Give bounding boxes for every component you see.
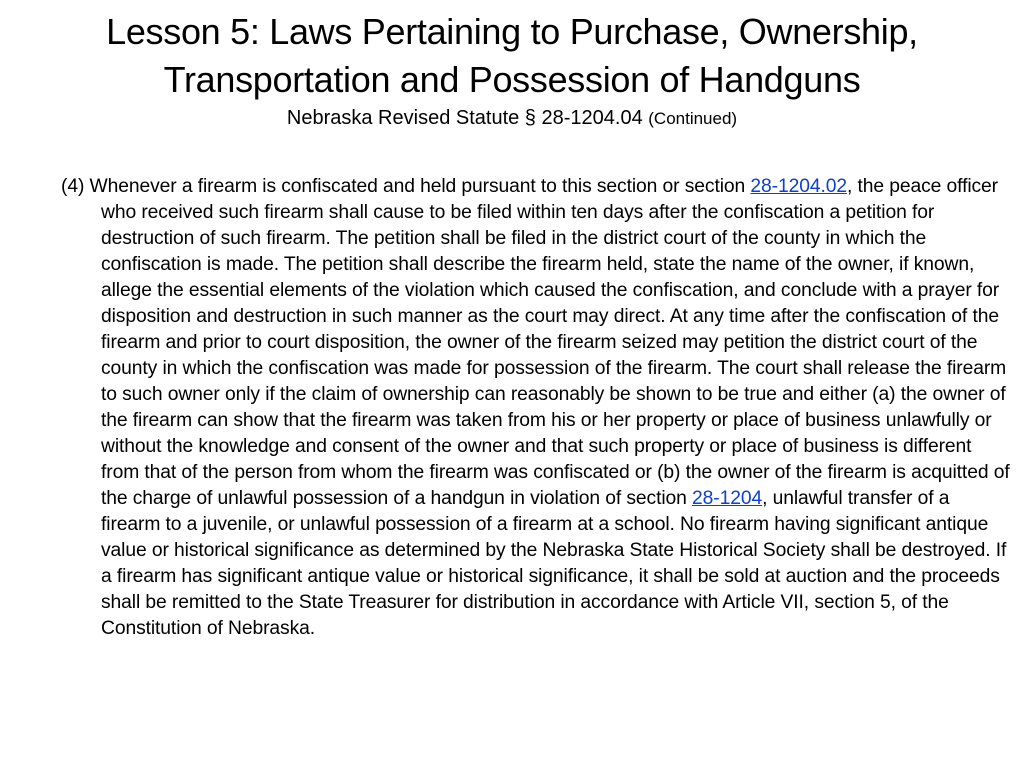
slide-title bbox=[40, 8, 984, 104]
statute-link-28-1204[interactable]: 28-1204 bbox=[692, 488, 763, 509]
statute-reference: Nebraska Revised Statute § 28-1204.04 bbox=[286, 107, 643, 129]
paragraph-text-part-2: , the peace officer who received such firearm shall cause to be filed within ten days after the confiscation a petition for destruction of such firearm. The petition shall be filed in the district court of the county in which the confiscation is made. The petition shall describe the firearm held, state the name of the owner, if known, allege the essential elements of the violation which caused the confiscation, and conclude with a prayer for disposition and destruction in such manner as the court may direct. At any time after the confiscation of the firearm and prior to court disposition, the owner of the firearm seized may petition the district court of the county in which the confiscation was made for possession of the firearm. The court shall release the firearm to such owner only if the claim of ownership can reasonably be shown to be true and either (a) the owner of the firearm can show that the firearm was taken from his or her property or place of business unlawfully or without the knowledge and consent of the owner and that such property or place of business is different from that of the person from whom the firearm was confiscated or (b) the owner of the firearm is acquitted of the charge of unlawful possession of a handgun in violation of section bbox=[101, 176, 1010, 509]
continued-note: (Continued) bbox=[648, 109, 738, 128]
title-line-1: Lesson 5: Laws Pertaining to Purchase, Ownership, bbox=[106, 11, 918, 52]
paragraph-text-part-3: , unlawful transfer of a firearm to a juvenile, or unlawful possession of a firearm at a school. No firearm having significant antique value or historical significance as determined by the Nebraska State Historical Society shall be destroyed. If a firearm has significant antique value or historical significance, it shall be sold at auction and the proceeds shall be remitted to the State Treasurer for distribution in accordance with Article VII, section 5, of the Constitution of Nebraska. bbox=[101, 488, 1007, 639]
statute-paragraph bbox=[61, 174, 1011, 642]
slide-subtitle bbox=[40, 104, 984, 133]
statute-link-28-1204-02[interactable]: 28-1204.02 bbox=[750, 176, 847, 197]
paragraph-text-part-1: (4) Whenever a firearm is confiscated and held pursuant to this section or section bbox=[61, 176, 751, 197]
title-line-2: Transportation and Possession of Handguns bbox=[163, 59, 861, 100]
